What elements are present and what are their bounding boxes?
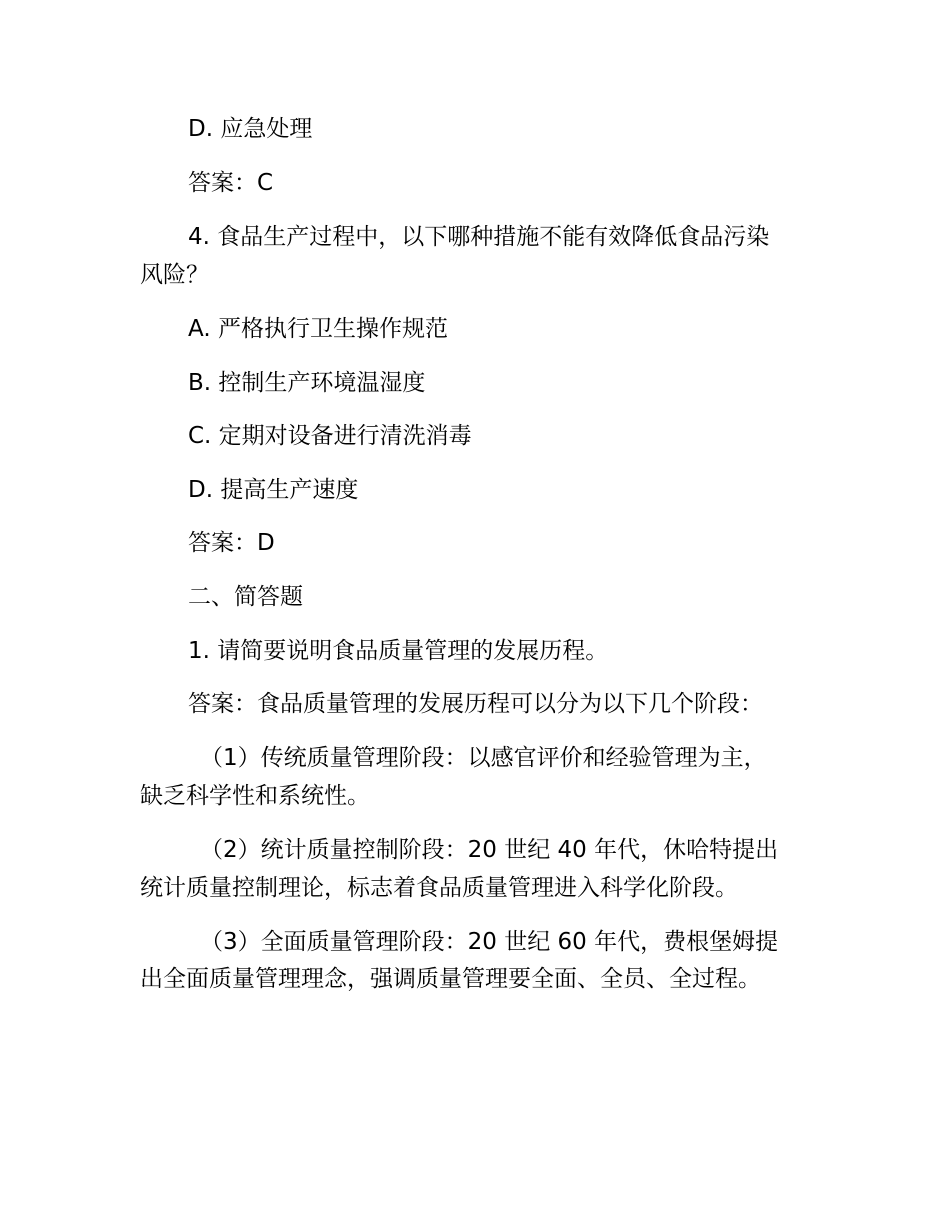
stage-3-line2: 出全面质量管理理念，强调质量管理要全面、全员、全过程。 bbox=[140, 966, 761, 992]
section-heading: 二、简答题 bbox=[188, 584, 303, 610]
answer-intro: 答案：食品质量管理的发展历程可以分为以下几个阶段： bbox=[188, 691, 763, 717]
option-b-q4: B. 控制生产环境温湿度 bbox=[188, 370, 426, 396]
stage-3-line1: （3）全面质量管理阶段：20 世纪 60 年代，费根堡姆提 bbox=[200, 929, 779, 955]
stage-1-line1: （1）传统质量管理阶段：以感官评价和经验管理为主， bbox=[200, 745, 767, 771]
answer-q3: 答案：C bbox=[188, 170, 274, 196]
short-question-1: 1. 请简要说明食品质量管理的发展历程。 bbox=[188, 638, 609, 664]
answer-q4: 答案：D bbox=[188, 530, 275, 556]
option-c-q4: C. 定期对设备进行清洗消毒 bbox=[188, 423, 472, 449]
stage-2-line2: 统计质量控制理论，标志着食品质量管理进入科学化阶段。 bbox=[140, 875, 738, 901]
option-d-q4: D. 提高生产速度 bbox=[188, 477, 359, 503]
question-4-line1: 4. 食品生产过程中，以下哪种措施不能有效降低食品污染 bbox=[188, 224, 770, 250]
option-d-q3: D. 应急处理 bbox=[188, 116, 313, 142]
stage-1-line2: 缺乏科学性和系统性。 bbox=[140, 783, 370, 809]
option-a-q4: A. 严格执行卫生操作规范 bbox=[188, 316, 448, 342]
stage-2-line1: （2）统计质量控制阶段：20 世纪 40 年代，休哈特提出 bbox=[200, 837, 779, 863]
question-4-line2: 风险？ bbox=[140, 262, 209, 288]
